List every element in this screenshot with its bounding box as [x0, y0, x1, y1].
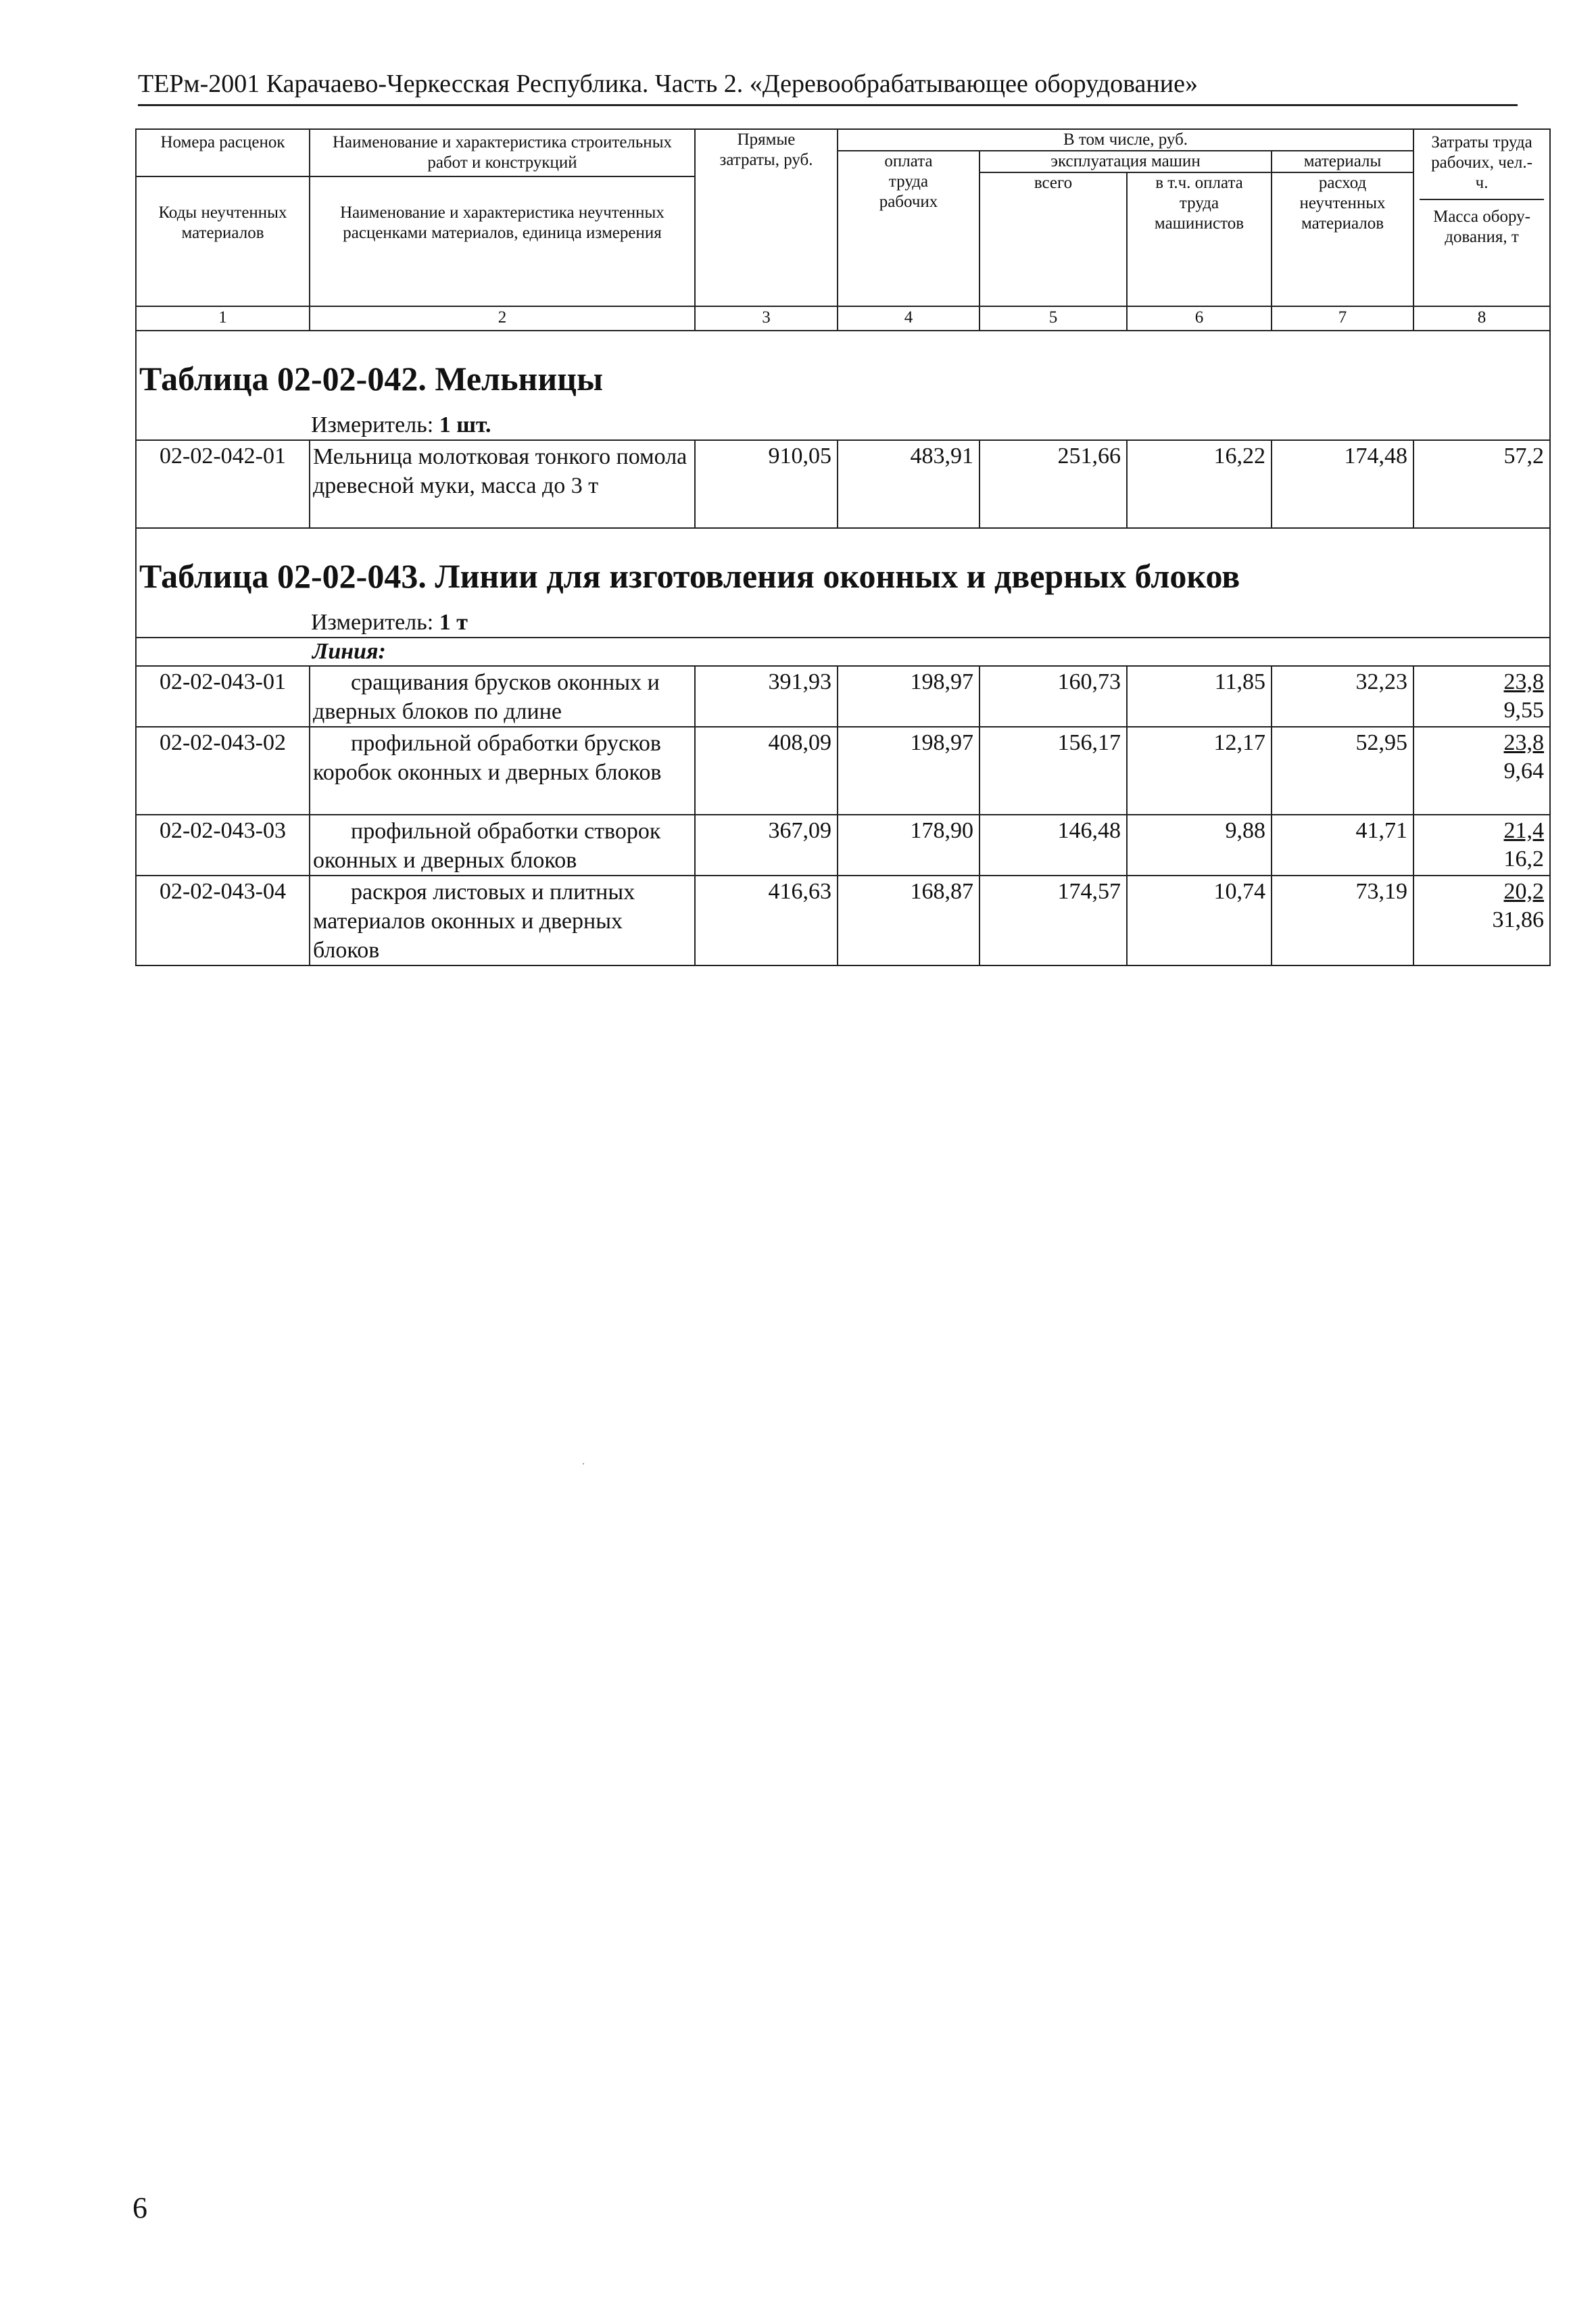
- col8-header-bottom: Масса обору-дования, т: [1433, 208, 1530, 246]
- col-number: 5: [980, 306, 1127, 331]
- labor-hours: 57,2: [1413, 440, 1550, 528]
- materials-header: материалы: [1272, 151, 1413, 172]
- rate-code: 02-02-043-02: [136, 727, 310, 815]
- meter-value: 1 шт.: [439, 412, 491, 437]
- machines-cost: 156,17: [980, 727, 1127, 815]
- table-row: [136, 876, 1550, 965]
- table2-title: Таблица 02-02-043. Линии для изготовления оконных и дверных блоков: [136, 528, 1550, 608]
- equipment-mass: 16,2: [1503, 846, 1545, 872]
- table1-meter: [136, 411, 1550, 440]
- col8-header-top: Затраты труда рабочих, чел.-ч.: [1420, 130, 1544, 200]
- labor-cost: 198,97: [838, 727, 980, 815]
- machines-header: эксплуатация машин: [980, 151, 1272, 172]
- direct-cost: 367,09: [695, 815, 838, 876]
- direct-cost: 408,09: [695, 727, 838, 815]
- table-row: [136, 727, 1550, 815]
- labor-hours: 20,2: [1503, 879, 1545, 904]
- labor-and-mass: [1413, 666, 1550, 727]
- col7-header: расход неучтенных материалов: [1272, 172, 1413, 306]
- col5-header: всего: [980, 172, 1127, 306]
- labor-cost: 483,91: [838, 440, 980, 528]
- col8-header: [1413, 129, 1550, 306]
- group-label: Линия:: [310, 638, 1550, 666]
- labor-hours: 23,8: [1503, 669, 1545, 694]
- machines-cost: 251,66: [980, 440, 1127, 528]
- col1-header-bottom: Коды неучтенных материалов: [158, 204, 287, 242]
- direct-cost: 416,63: [695, 876, 838, 965]
- rate-code: 02-02-042-01: [136, 440, 310, 528]
- equipment-mass: 31,86: [1492, 907, 1545, 932]
- table-row: [136, 815, 1550, 876]
- col2-header: [310, 129, 695, 306]
- col6-header: в т.ч. оплата труда машинистов: [1127, 172, 1272, 306]
- col3-header: Прямые затраты, руб.: [695, 129, 838, 306]
- table2-title-row: [136, 528, 1550, 608]
- table2-meter-row: [136, 608, 1550, 638]
- col2-header-top: Наименование и характеристика строительных работ и конструкций: [310, 130, 694, 177]
- operators-cost: 10,74: [1127, 876, 1272, 965]
- rate-name-text: профильной обработки брусков коробок оконных и дверных блоков: [313, 731, 662, 785]
- rate-name-text: сращивания брусков оконных и дверных блоков по длине: [313, 670, 660, 724]
- operators-cost: 16,22: [1127, 440, 1272, 528]
- labor-cost: 168,87: [838, 876, 980, 965]
- rates-table: [135, 128, 1551, 966]
- materials-cost: 32,23: [1272, 666, 1413, 727]
- operators-cost: 12,17: [1127, 727, 1272, 815]
- rate-name: [310, 876, 695, 965]
- header-row-1: [136, 129, 1550, 151]
- labor-and-mass: [1413, 727, 1550, 815]
- rate-code: 02-02-043-04: [136, 876, 310, 965]
- meter-value: 1 т: [439, 610, 468, 635]
- col1-header: [136, 129, 310, 306]
- direct-cost: 391,93: [695, 666, 838, 727]
- operators-cost: 9,88: [1127, 815, 1272, 876]
- labor-and-mass: [1413, 876, 1550, 965]
- rate-name: [310, 666, 695, 727]
- labor-cost: 178,90: [838, 815, 980, 876]
- equipment-mass: 9,55: [1503, 698, 1545, 723]
- column-numbers-row: [136, 306, 1550, 331]
- page-header: ТЕРм-2001 Карачаево-Черкесская Республика. Часть 2. «Деревообрабатывающее оборудование»: [138, 68, 1518, 106]
- labor-cost: 198,97: [838, 666, 980, 727]
- group-header: В том числе, руб.: [838, 129, 1413, 151]
- rate-name: Мельница молотковая тонкого помола древесной муки, масса до 3 т: [310, 440, 695, 528]
- col-number: 6: [1127, 306, 1272, 331]
- col-number: 2: [310, 306, 695, 331]
- meter-label: Измеритель:: [311, 610, 439, 635]
- materials-cost: 174,48: [1272, 440, 1413, 528]
- machines-cost: 146,48: [980, 815, 1127, 876]
- meter-label: Измеритель:: [311, 412, 439, 437]
- rate-name: [310, 815, 695, 876]
- col-number: 1: [136, 306, 310, 331]
- table-row: [136, 440, 1550, 528]
- table2-meter: [136, 608, 1550, 638]
- rate-name-text: раскроя листовых и плитных материалов оконных и дверных блоков: [313, 880, 635, 963]
- rate-code: 02-02-043-03: [136, 815, 310, 876]
- page-number: 6: [132, 2191, 147, 2224]
- operators-cost: 11,85: [1127, 666, 1272, 727]
- col-number: 4: [838, 306, 980, 331]
- col1-header-top: Номера расценок: [137, 130, 309, 177]
- col-number: 8: [1413, 306, 1550, 331]
- table1-meter-row: [136, 411, 1550, 440]
- labor-hours: 23,8: [1503, 730, 1545, 755]
- machines-cost: 174,57: [980, 876, 1127, 965]
- table1-title-row: [136, 331, 1550, 411]
- labor-hours: 21,4: [1503, 818, 1545, 843]
- materials-cost: 41,71: [1272, 815, 1413, 876]
- rate-code: 02-02-043-01: [136, 666, 310, 727]
- col-number: 3: [695, 306, 838, 331]
- equipment-mass: 9,64: [1503, 759, 1545, 784]
- labor-and-mass: [1413, 815, 1550, 876]
- group-label-row: [136, 638, 1550, 666]
- materials-cost: 73,19: [1272, 876, 1413, 965]
- rate-name: [310, 727, 695, 815]
- table-row: [136, 666, 1550, 727]
- rate-name-text: профильной обработки створок оконных и дверных блоков: [313, 819, 661, 873]
- col-number: 7: [1272, 306, 1413, 331]
- direct-cost: 910,05: [695, 440, 838, 528]
- table1-title: Таблица 02-02-042. Мельницы: [136, 331, 1550, 411]
- scan-speck: [583, 1463, 584, 1464]
- col4-header: оплата труда рабочих: [838, 151, 980, 306]
- col2-header-bottom: Наименование и характеристика неучтенных расценками материалов, единица измерения: [340, 204, 664, 242]
- materials-cost: 52,95: [1272, 727, 1413, 815]
- machines-cost: 160,73: [980, 666, 1127, 727]
